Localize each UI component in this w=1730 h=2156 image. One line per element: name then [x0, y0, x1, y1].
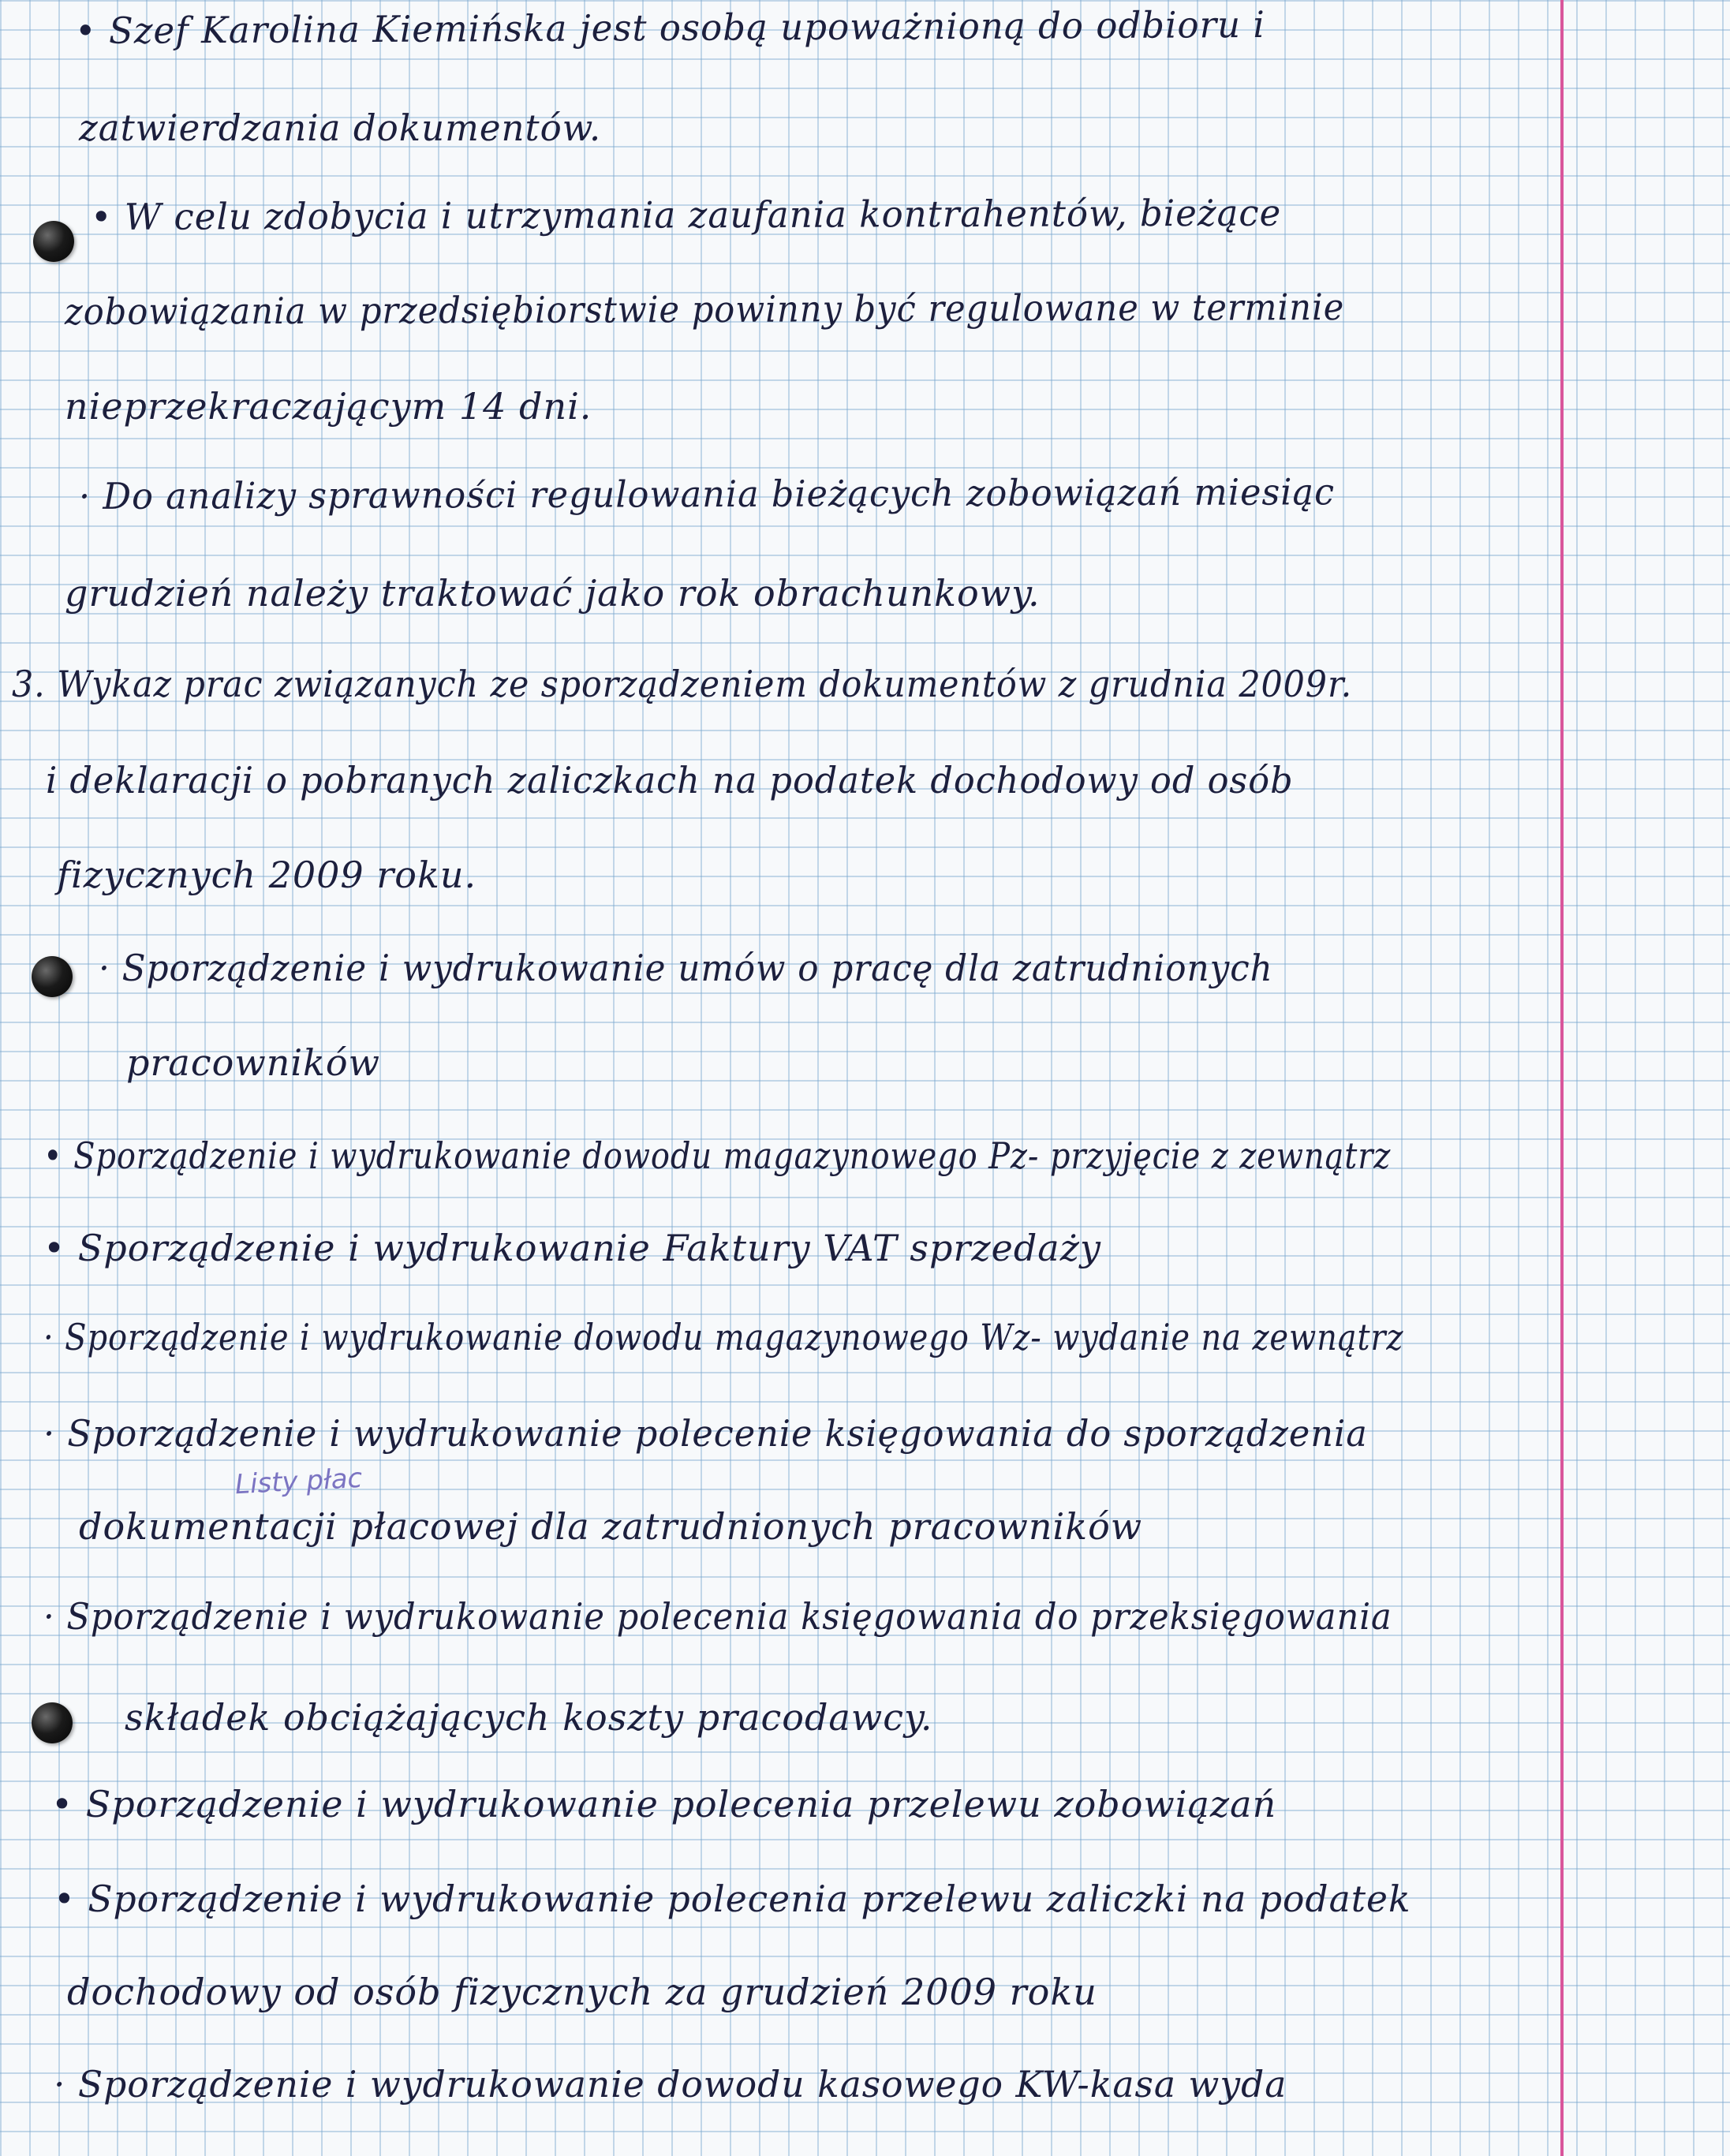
handwritten-line: · Sporządzenie i wydrukowanie dowodu magazynowego Wz- wydanie na zewnątrz: [43, 1316, 1404, 1358]
punch-hole-middle: [32, 956, 73, 997]
handwritten-line: zatwierdzania dokumentów.: [79, 106, 602, 149]
handwritten-line: składek obciążających koszty pracodawcy.: [125, 1696, 933, 1739]
handwritten-line: • Szef Karolina Kiemińska jest osobą upoważnioną do odbioru i: [74, 2, 1265, 52]
handwritten-line: 3. Wykaz prac związanych ze sporządzeniem dokumentów z grudnia 2009r.: [12, 663, 1353, 705]
handwritten-line: i deklaracji o pobranych zaliczkach na podatek dochodowy od osób: [46, 759, 1294, 801]
handwritten-line: • Sporządzenie i wydrukowanie polecenia przelewu zaliczki na podatek: [54, 1878, 1411, 1920]
handwritten-line: zobowiązania w przedsiębiorstwie powinny być regulowane w terminie: [64, 285, 1345, 333]
handwritten-line: • Sporządzenie i wydrukowanie polecenia przelewu zobowiązań: [51, 1783, 1277, 1825]
handwritten-line: dochodowy od osób fizycznych za grudzień 2009 roku: [67, 1971, 1097, 2013]
punch-hole-top: [33, 221, 74, 262]
handwritten-line: · Sporządzenie i wydrukowanie polecenia księgowania do przeksięgowania: [43, 1595, 1392, 1638]
punch-hole-bottom: [32, 1702, 73, 1743]
handwritten-line: • W celu zdobycia i utrzymania zaufania kontrahentów, bieżące: [90, 191, 1282, 238]
handwritten-line: · Do analizy sprawności regulowania bieżących zobowiązań miesiąc: [78, 470, 1336, 518]
handwritten-line: • Sporządzenie i wydrukowanie dowodu magazynowego Pz- przyjęcie z zewnątrz: [43, 1134, 1392, 1177]
handwritten-line: · Sporządzenie i wydrukowanie dowodu kasowego KW-kasa wyda: [54, 2063, 1287, 2106]
pencil-note: Listy płac: [234, 1462, 364, 1501]
margin-line: [1560, 0, 1564, 2156]
handwritten-line: nieprzekraczającym 14 dni.: [65, 385, 592, 428]
handwritten-line: dokumentacji płacowej dla zatrudnionych pracowników: [79, 1505, 1143, 1548]
handwritten-line: fizycznych 2009 roku.: [57, 854, 477, 896]
handwritten-line: grudzień należy traktować jako rok obrachunkowy.: [65, 572, 1041, 615]
handwritten-line: · Sporządzenie i wydrukowanie polecenie księgowania do sporządzenia: [43, 1412, 1368, 1455]
handwritten-line: • Sporządzenie i wydrukowanie Faktury VAT sprzedaży: [43, 1227, 1101, 1269]
handwritten-line: pracowników: [126, 1041, 380, 1084]
handwritten-line: · Sporządzenie i wydrukowanie umów o pracę dla zatrudnionych: [99, 947, 1273, 989]
